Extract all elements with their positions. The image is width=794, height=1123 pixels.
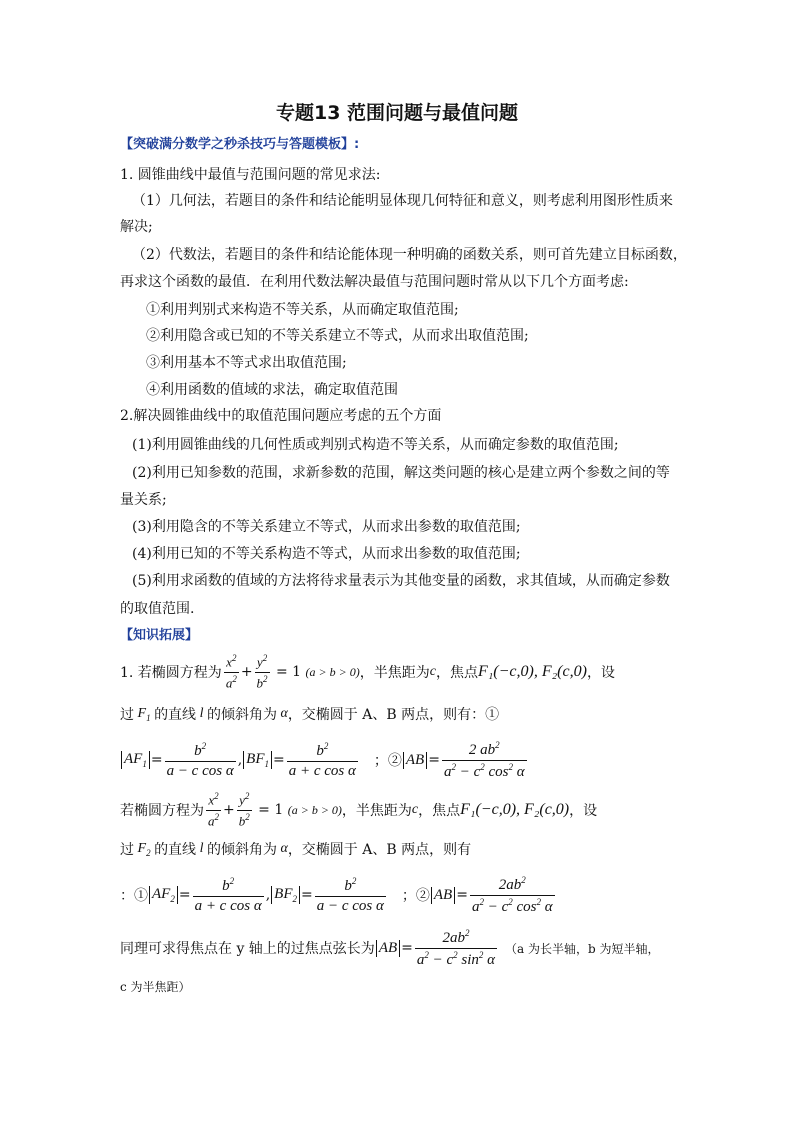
item-marker: ：① [120, 888, 148, 904]
x2-over-a2: $\frac{x^2}{a^2}$ [225, 653, 237, 690]
algebraic-method-line1: （2）代数法，若题目的条件和结论能体现一种明确的函数关系，则可首先建立目标函数， [132, 247, 687, 263]
text: 的倾斜角为 [206, 707, 277, 723]
semi-focal-text: ，半焦距为 [359, 665, 430, 681]
method-item: ①利用判别式来构造不等关系，从而确定取值范围; [146, 302, 459, 318]
ellipse-x-equation-line-2: 若椭圆方程为 $\frac{x^2}{a^2}$ + $\frac{y^2}{b^2}$ = 1 (a > b > 0) ，半焦距为 c ，焦点 F₁(−c,0), F₂(c,0) ，设 [120, 791, 598, 828]
foci-coordinates: F₁(−c,0), F₂(c,0) [477, 663, 587, 680]
focal-line-description-2: 过 $F_2$ 的直线 l 的倾斜角为 α ，交椭圆于 A、B 两点，则有 [120, 840, 472, 858]
text: 的直线 [154, 842, 197, 858]
text: ，设 [569, 803, 598, 819]
foci-end: ，设 [586, 665, 615, 681]
semi-focal-symbol: c [429, 664, 436, 679]
ellipse-intro: 1. 若椭圆方程为 [120, 665, 222, 681]
text: （a 为长半轴，b 为短半轴， [505, 941, 660, 956]
aspect-2-line2: 量关系; [120, 492, 167, 508]
focal-line-description: 过 $F_1$ 的直线 l 的倾斜角为 α ，交椭圆于 A、B 两点，则有：① [120, 705, 500, 723]
focal-radius-formulas-2: ：① $AF_2$ = $\frac{b^2}{\text{a + c cos α}}$ , $BF_2$ = $\frac{b^2}{\text{a − c cos α}}$ ；② AB = $\frac{2ab^2}{a^2 - c^2 \cos^2 \alpha}$ [120, 874, 553, 915]
item-marker: ；② [401, 888, 430, 904]
method-item: ③利用基本不等式求出取值范围; [146, 355, 347, 371]
y-axis-focal-chord: 同理可求得焦点在 y 轴上的过焦点弦长为 AB = $\frac{2ab^2}{a^2 - c^2 \sin^2 \alpha}$ （a 为长半轴，b 为短半轴， [120, 927, 660, 968]
algebraic-method-line2: 再求这个函数的最值．在利用代数法解决最值与范围问题时常从以下几个方面考虑: [120, 274, 629, 290]
ellipse-condition: (a > b > 0) [287, 802, 342, 817]
section-banner: 【突破满分数学之秒杀技巧与答题模板】: [120, 137, 360, 152]
text: 若椭圆方程为 [120, 803, 204, 819]
y-axis-note-line2: c 为半焦距） [120, 980, 191, 994]
text: 的倾斜角为 [206, 842, 277, 858]
y2-over-b2: $\frac{y^2}{b^2}$ [256, 653, 268, 690]
af1-fraction: $\frac{b^2}{\text{a − c cos α}}$ [166, 740, 234, 779]
ellipse-x-equation-line: 1. 若椭圆方程为 $\frac{x^2}{a^2}$ + $\frac{y^2}{b^2}$ = 1 (a > b > 0) ，半焦距为 c ，焦点 F₁(−c,0), F₂(c,0) ，设 [120, 653, 615, 690]
ellipse-condition: (a > b > 0) [305, 664, 360, 679]
aspect-5-line2: 的取值范围. [120, 601, 195, 617]
text: ，交椭圆于 A、B 两点，则有 [287, 842, 472, 858]
aspect-3: (3)利用隐含的不等关系建立不等式，从而求出参数的取值范围; [132, 519, 521, 535]
knowledge-heading: 【知识拓展】 [120, 628, 199, 643]
page-title: 专题13 范围问题与最值问题 [275, 102, 519, 124]
section1-heading: 1. 圆锥曲线中最值与范围问题的常见求法: [120, 167, 381, 183]
text: ，半焦距为 [341, 803, 412, 819]
method-item: ④利用函数的值域的求法，确定取值范围 [146, 382, 398, 398]
text: 同理可求得焦点在 y 轴上的过焦点弦长为 [120, 941, 375, 957]
text: 的直线 [154, 707, 197, 723]
aspect-1: (1)利用圆锥曲线的几何性质或判别式构造不等关系，从而确定参数的取值范围; [132, 437, 619, 453]
text: ，交椭圆于 A、B 两点，则有：① [287, 707, 500, 723]
text: ，焦点 [418, 803, 461, 819]
foci-label: ，焦点 [435, 665, 478, 681]
geometric-method-line1: （1）几何法，若题目的条件和结论能明显体现几何特征和意义，则考虑利用图形性质来 [132, 193, 673, 209]
focal-radius-formulas-1: $AF_1$ = $\frac{b^2}{\text{a − c cos α}}$ , $BF_1$ = $\frac{b^2}{\text{a + c cos α}}$ ；② AB = $\frac{2 ab^2}{a^2 - c^2 \cos^2 \alpha}$ [120, 734, 529, 786]
item-marker: ；② [373, 753, 402, 769]
aspect-4: (4)利用已知的不等关系构造不等式，从而求出参数的取值范围; [132, 546, 521, 562]
bf1-fraction: $\frac{b^2}{\text{a + c cos α}}$ [288, 740, 356, 779]
text: c [411, 802, 419, 817]
method-item: ②利用隐含或已知的不等关系建立不等式，从而求出取值范围; [146, 328, 529, 344]
text: 过 [120, 842, 134, 858]
aspect-2-line1: (2)利用已知参数的范围，求新参数的范围，解这类问题的核心是建立两个参数之间的等 [132, 465, 670, 481]
text: 过 [120, 707, 134, 723]
section2-heading: 2.解决圆锥曲线中的取值范围问题应考虑的五个方面 [120, 408, 442, 424]
ab-chord-fraction: $\frac{2 ab^2}{a^2 - c^2 \cos^2 \alpha}$ [443, 739, 525, 780]
foci-coordinates: F₁(−c,0), F₂(c,0) [460, 801, 570, 818]
aspect-5-line1: (5)利用求函数的值域的方法将待求量表示为其他变量的函数，求其值域，从而确定参数 [132, 573, 670, 589]
geometric-method-line2: 解决; [120, 219, 153, 235]
